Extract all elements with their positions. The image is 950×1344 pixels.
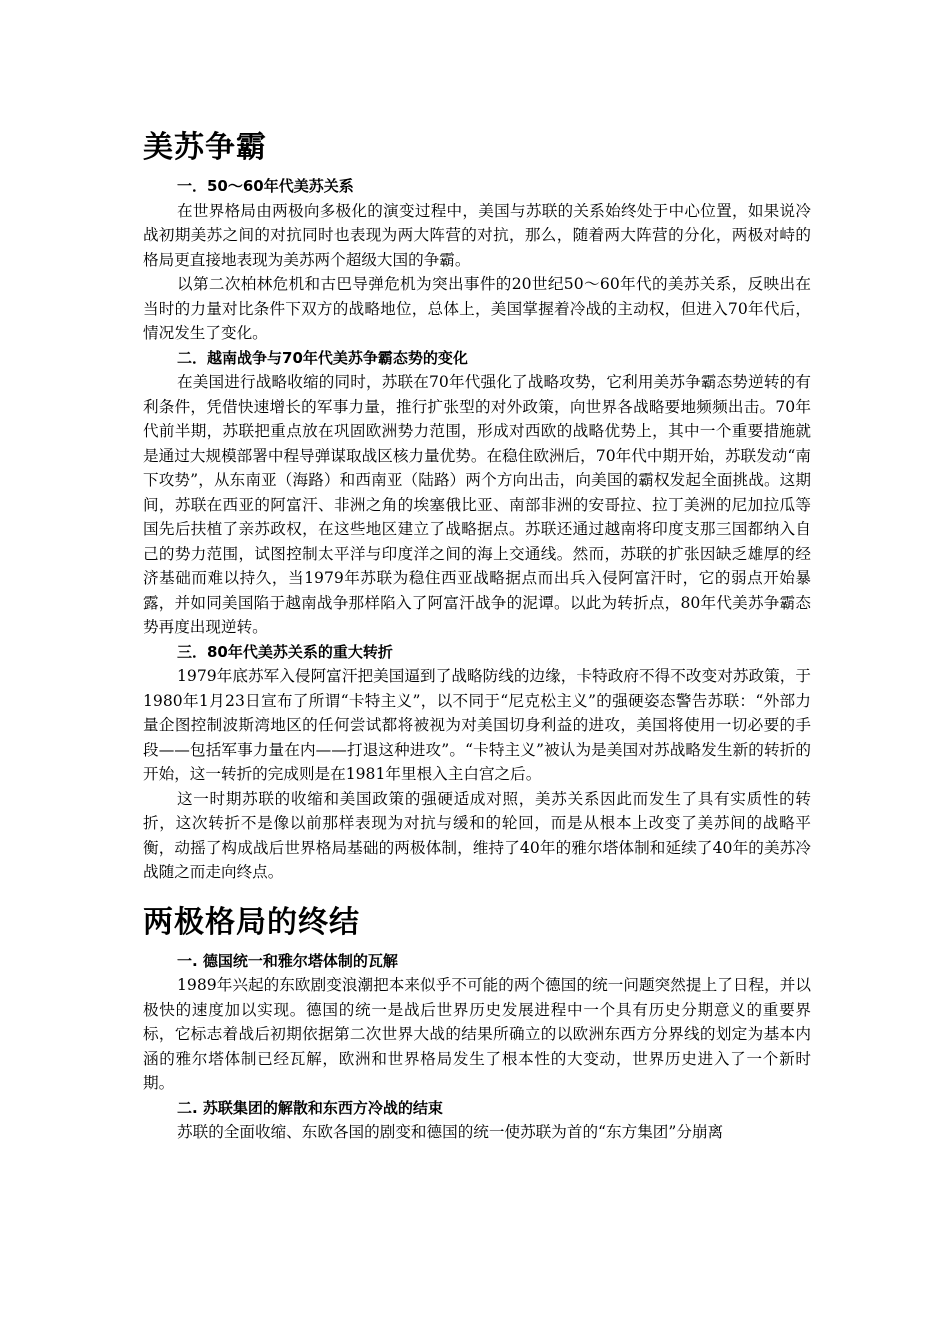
section-title: 两极格局的终结 — [143, 904, 360, 940]
document-page — [143, 128, 811, 1145]
subsection-heading: 二. 苏联集团的解散和东西方冷战的结束 — [177, 1098, 443, 1117]
paragraph: 在世界格局由两极向多极化的演变过程中，美国与苏联的关系始终处于中心位置，如果说冷战初期美苏之间的对抗同时也表现为两大阵营的对抗，那么，随着两大阵营的分化，两极对峙的格局更直接地表现为美苏两个超级大国的争霸。 — [143, 201, 811, 269]
paragraph: 1989年兴起的东欧剧变浪潮把本来似乎不可能的两个德国的统一问题突然提上了日程，并以极快的速度加以实现。德国的统一是战后世界历史发展进程中一个具有历史分期意义的重要界标，它标志着战后初期依据第二次世界大战的结果所确立的以欧洲东西方分界线的划定为基本内涵的雅尔塔体制已经瓦解，欧洲和世界格局发生了根本性的大变动，世界历史进入了一个新时期。 — [143, 976, 811, 1092]
subsection-heading: 一. 德国统一和雅尔塔体制的瓦解 — [177, 951, 398, 970]
paragraph: 1979年底苏军入侵阿富汗把美国逼到了战略防线的边缘，卡特政府不得不改变对苏政策，于1980年1月23日宣布了所谓“卡特主义”，以不同于“尼克松主义”的强硬姿态警告苏联：“外部力量企图控制波斯湾地区的任何尝试都将被视为对美国切身利益的进攻，美国将使用一切必要的手段——包括军事力量在内——打退这种进攻”。“卡特主义”被认为是美国对苏战略发生新的转折的开始，这一转折的完成则是在1981年里根入主白宫之后。 — [143, 667, 811, 783]
paragraph: 在美国进行战略收缩的同时，苏联在70年代强化了战略攻势，它利用美苏争霸态势逆转的有利条件，凭借快速增长的军事力量，推行扩张型的对外政策，向世界各战略要地频频出击。70年代前半期，苏联把重点放在巩固欧洲势力范围，形成对西欧的战略优势上，其中一个重要措施就是通过大规模部署中程导弹谋取战区核力量优势。在稳住欧洲后，70年代中期开始，苏联发动“南下攻势”，从东南亚（海路）和西南亚（陆路）两个方向出击，向美国的霸权发起全面挑战。这期间，苏联在西亚的阿富汗、非洲之角的埃塞俄比亚、南部非洲的安哥拉、拉丁美洲的尼加拉瓜等国先后扶植了亲苏政权，在这些地区建立了战略据点。苏联还通过越南将印度支那三国都纳入自己的势力范围，试图控制太平洋与印度洋之间的海上交通线。然而，苏联的扩张因缺乏雄厚的经济基础而难以持久，当1979年苏联为稳住西亚战略据点而出兵入侵阿富汗时，它的弱点开始暴露，并如同美国陷于越南战争那样陷入了阿富汗战争的泥谭。以此为转折点，80年代美苏争霸态势再度出现逆转。 — [143, 373, 811, 636]
paragraph: 以第二次柏林危机和古巴导弹危机为突出事件的20世纪50～60年代的美苏关系，反映出在当时的力量对比条件下双方的战略地位，总体上，美国掌握着冷战的主动权，但进入70年代后，情况发生了变化。 — [143, 275, 811, 342]
subsection-heading: 二．越南战争与70年代美苏争霸态势的变化 — [177, 348, 468, 367]
subsection-heading: 三．80年代美苏关系的重大转折 — [177, 642, 393, 661]
paragraph: 这一时期苏联的收缩和美国政策的强硬适成对照，美苏关系因此而发生了具有实质性的转折，这次转折不是像以前那样表现为对抗与缓和的轮回，而是从根本上改变了美苏间的战略平衡，动摇了构成战后世界格局基础的两极体制，维持了40年的雅尔塔体制和延续了40年的美苏冷战随之而走向终点。 — [143, 789, 811, 881]
subsection-heading: 一．50～60年代美苏关系 — [177, 177, 354, 195]
section-title: 美苏争霸 — [143, 130, 267, 165]
paragraph: 苏联的全面收缩、东欧各国的剧变和德国的统一使苏联为首的“东方集团”分崩离 — [177, 1123, 724, 1141]
